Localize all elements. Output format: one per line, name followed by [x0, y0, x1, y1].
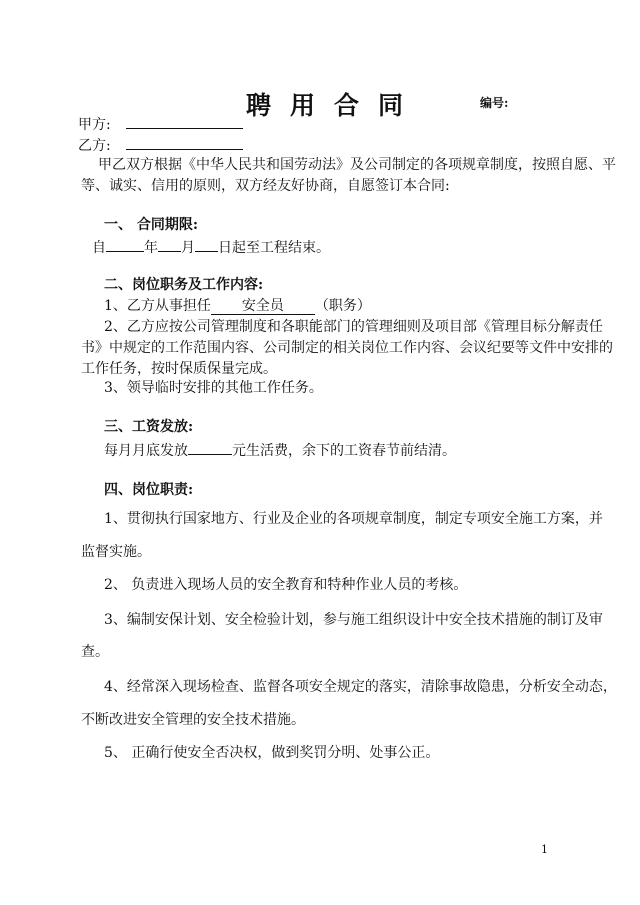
preamble-line-2: 等、诚实、信用的原则，双方经友好协商，自愿签订本合同:: [81, 178, 450, 194]
responsibility-2: 2、 负责进入现场人员的安全教育和特种作业人员的考核。: [104, 577, 468, 593]
duty-item-2-line-1: 2、乙方应按公司管理制度和各职能部门的管理细则及项目部《管理目标分解责任: [104, 319, 603, 335]
section-1-heading: 一、 合同期限:: [104, 217, 199, 233]
salary-line: [104, 441, 456, 459]
party-a-label: 甲方:: [78, 117, 111, 133]
section-3-heading: 三、工资发放:: [104, 419, 194, 435]
term-year: 年: [144, 240, 158, 256]
party-a-blank: [126, 115, 243, 129]
year-blank: [106, 238, 144, 252]
duty-item-2-line-3: 工作任务，按时保质保量完成。: [81, 361, 277, 377]
term-month: 月: [181, 240, 195, 256]
duty-item-1: [104, 298, 371, 315]
party-b-label: 乙方:: [78, 138, 111, 154]
duty-item-3: 3、领导临时安排的其他工作任务。: [104, 380, 323, 396]
duty-item-1-prefix: 1、乙方从事担任: [104, 298, 211, 314]
responsibility-5: 5、 正确行使安全否决权，做到奖罚分明、处事公正。: [104, 745, 440, 761]
preamble-line-1: 甲乙双方根据《中华人民共和国劳动法》及公司制定的各项规章制度，按照自愿、平: [98, 157, 616, 173]
responsibility-4-line-1: 4、经常深入现场检查、监督各项安全规定的落实，清除事故隐患，分析安全动态，: [104, 679, 617, 695]
term-from: 自: [92, 240, 106, 256]
responsibility-3-line-2: 查。: [81, 644, 109, 660]
position-value: 安全员: [211, 298, 315, 315]
responsibility-1-line-2: 监督实施。: [81, 544, 151, 560]
month-blank: [158, 238, 181, 252]
page-number: 1: [541, 843, 548, 856]
salary-prefix: 每月月底发放: [104, 443, 188, 459]
serial-number-label: 编号:: [480, 96, 509, 110]
term-tail: 日起至工程结束。: [218, 240, 330, 256]
salary-blank: [188, 441, 232, 455]
party-b-blank: [126, 136, 243, 150]
term-line: [92, 238, 330, 256]
day-blank: [195, 238, 218, 252]
responsibility-1-line-1: 1、贯彻执行国家地方、行业及企业的各项规章制度，制定专项安全施工方案，并: [104, 511, 603, 527]
responsibility-4-line-2: 不断改进安全管理的安全技术措施。: [81, 712, 305, 728]
salary-suffix: 元生活费，余下的工资春节前结清。: [232, 443, 456, 459]
section-2-heading: 二、岗位职务及工作内容:: [104, 277, 264, 293]
duty-item-2-line-2: 书》中规定的工作范围内容、公司制定的相关岗位工作内容、会议纪要等文件中安排的: [81, 340, 613, 356]
section-4-heading: 四、岗位职责:: [104, 482, 194, 498]
duty-item-1-suffix: （职务）: [314, 298, 371, 314]
contract-title: 聘用合同: [246, 91, 423, 120]
party-a-line: [78, 115, 243, 133]
party-b-line: [78, 136, 243, 154]
responsibility-3-line-1: 3、编制安保计划、安全检验计划，参与施工组织设计中安全技术措施的制订及审: [104, 612, 603, 628]
